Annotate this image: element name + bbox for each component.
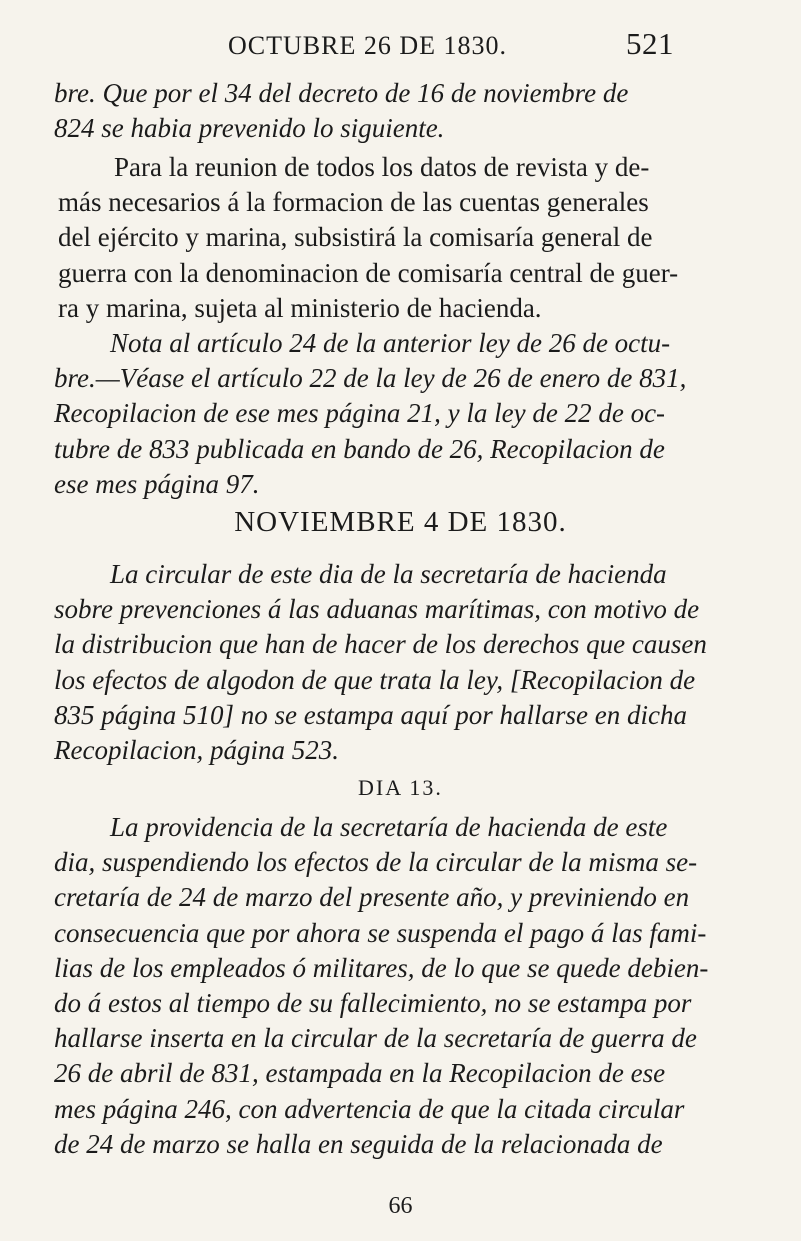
text-line: de 24 de marzo se halla en seguida de la relacionada de [54, 1128, 663, 1159]
text-line: mes página 246, con advertencia de que la citada circular [54, 1093, 685, 1124]
text-line: sobre prevenciones á las aduanas marítimas, con motivo de [54, 594, 700, 625]
text-line: más necesarios á la formacion de las cuentas generales [58, 187, 649, 218]
text-line: 26 de abril de 831, estampada en la Recopilacion de ese [54, 1058, 666, 1089]
text-line: 824 se habia prevenido lo siguiente. [54, 113, 445, 144]
text-line: Nota al artículo 24 de la anterior ley de 26 de octu- [110, 328, 671, 358]
circular-paragraph [54, 557, 744, 768]
running-head: OCTUBRE 26 DE 1830. [228, 31, 507, 60]
text-line: cretaría de 24 de marzo del presente año, y previniendo en [54, 882, 690, 913]
text-line: los efectos de algodon de que trata la ley, [Recopilacion de [54, 664, 696, 695]
note-paragraph [54, 326, 744, 502]
text-line: la distribucion que han de hacer de los derechos que causen [54, 629, 707, 660]
page-number: 521 [626, 26, 674, 61]
text-line: consecuencia que por ahora se suspenda el pago á las fami- [54, 917, 707, 948]
text-line: del ejército y marina, subsistirá la comisaría general de [58, 222, 653, 253]
text-line: 835 página 510] no se estampa aquí por hallarse en dicha [54, 699, 687, 730]
text-line: La circular de este dia de la secretaría de hacienda [110, 559, 667, 589]
text-line: lias de los empleados ó militares, de lo que se quede debien- [54, 952, 709, 983]
text-line: hallarse inserta en la circular de la secretaría de guerra de [54, 1023, 697, 1054]
text-line: dia, suspendiendo los efectos de la circular de la misma se- [54, 847, 698, 878]
page-header [228, 26, 688, 70]
text-line: ra y marina, sujeta al ministerio de hacienda. [58, 292, 542, 323]
text-line: bre.—Véase el artículo 22 de la ley de 26 de enero de 831, [54, 363, 687, 394]
text-line: guerra con la denominacion de comisaría central de guer- [58, 257, 679, 288]
text-line: Recopilacion, página 523. [54, 734, 339, 765]
text-line: Para la reunion de todos los datos de revista y de- [114, 152, 650, 182]
text-line: Recopilacion de ese mes página 21, y la ley de 22 de oc- [54, 398, 666, 429]
quoted-article [58, 150, 744, 326]
text-line: do á estos al tiempo de su fallecimiento, no se estampa por [54, 987, 692, 1018]
providencia-paragraph [54, 810, 744, 1162]
text-line: ese mes página 97. [54, 468, 260, 499]
text-line: La providencia de la secretaría de hacienda de este [110, 812, 668, 842]
section-title: NOVIEMBRE 4 DE 1830. [234, 506, 567, 538]
day-heading: DIA 13. [358, 775, 443, 800]
text-line: bre. Que por el 34 del decreto de 16 de noviembre de [54, 78, 629, 108]
signature-mark: 66 [388, 1193, 413, 1219]
text-line: tubre de 833 publicada en bando de 26, Recopilacion de [54, 433, 665, 464]
paragraph-continuation [54, 76, 744, 146]
